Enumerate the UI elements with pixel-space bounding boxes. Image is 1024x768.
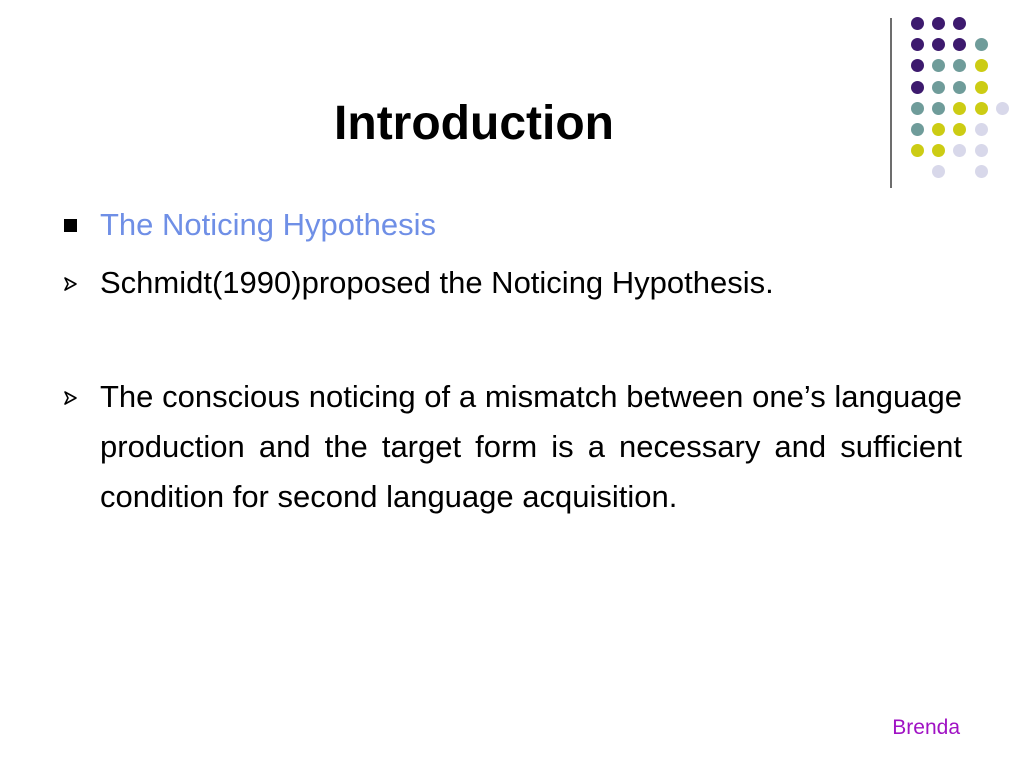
decorative-dot — [911, 59, 924, 72]
bullet-text: The Noticing Hypothesis — [100, 207, 436, 242]
decorative-dot — [975, 123, 988, 136]
decorative-dot — [932, 17, 945, 30]
decorative-dot — [953, 81, 966, 94]
decorative-dot — [975, 102, 988, 115]
decorative-dot — [953, 102, 966, 115]
square-bullet-icon — [64, 219, 77, 232]
slide-title: Introduction — [334, 97, 614, 150]
decorative-dot — [911, 38, 924, 51]
decorative-dot — [932, 81, 945, 94]
decorative-dot — [975, 59, 988, 72]
decorative-dot — [953, 123, 966, 136]
decorative-dot — [975, 144, 988, 157]
bullet-text: Schmidt(1990)proposed the Noticing Hypothesis. — [100, 265, 774, 300]
decorative-dot — [975, 38, 988, 51]
decorative-dot — [953, 144, 966, 157]
decorative-dot — [911, 81, 924, 94]
arrow-bullet-icon — [62, 275, 80, 293]
decorative-dot — [996, 102, 1009, 115]
bullet-text: The conscious noticing of a mismatch between one’s language production and the target form is a necessary and sufficient condition for second language acquisition. — [100, 379, 962, 514]
decorative-dot — [953, 17, 966, 30]
arrow-bullet-icon — [62, 389, 80, 407]
decorative-dot — [953, 59, 966, 72]
decorative-dot — [932, 59, 945, 72]
decorative-dot — [932, 165, 945, 178]
decorative-dot — [911, 17, 924, 30]
decorative-dot — [975, 81, 988, 94]
decorative-dot — [975, 165, 988, 178]
decorative-dot — [932, 38, 945, 51]
decorative-dot — [953, 38, 966, 51]
footer-author: Brenda — [892, 716, 960, 739]
